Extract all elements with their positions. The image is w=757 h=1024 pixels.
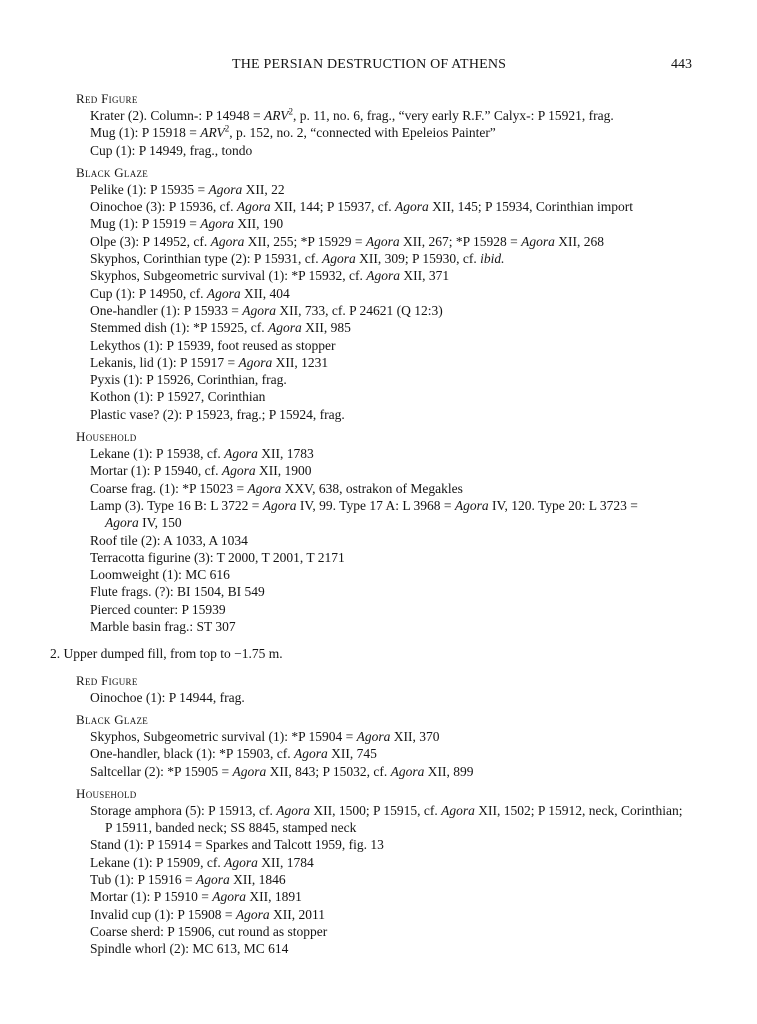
list-item: Mug (1): P 15919 = Agora XII, 190: [90, 216, 284, 232]
list-item: Plastic vase? (2): P 15923, frag.; P 15924, frag.: [90, 406, 345, 422]
list-item: Lekane (1): P 15909, cf. Agora XII, 1784: [90, 854, 314, 870]
catalogue-content: [50, 90, 700, 957]
list-item: Tub (1): P 15916 = Agora XII, 1846: [90, 871, 286, 887]
list-item: Cup (1): P 14950, cf. Agora XII, 404: [90, 285, 290, 301]
list-item: Stand (1): P 15914 = Sparkes and Talcott 1959, fig. 13: [90, 837, 384, 853]
list-item: Lekythos (1): P 15939, foot reused as stopper: [90, 337, 336, 353]
list-item: Oinochoe (1): P 14944, frag.: [90, 689, 245, 705]
list-item: Storage amphora (5): P 15913, cf. Agora XII, 1500; P 15915, cf. Agora XII, 1502; P 15912, neck, Corinthian;: [90, 802, 683, 818]
list-item: Invalid cup (1): P 15908 = Agora XII, 2011: [90, 906, 325, 922]
list-item: Coarse frag. (1): *P 15023 = Agora XXV, 638, ostrakon of Megakles: [90, 480, 463, 496]
list-item: Lamp (3). Type 16 B: L 3722 = Agora IV, 99. Type 17 A: L 3968 = Agora IV, 120. Type 20: L 3723 =: [90, 497, 638, 513]
list-item: Marble basin frag.: ST 307: [90, 619, 236, 635]
list-item: Skyphos, Subgeometric survival (1): *P 15904 = Agora XII, 370: [90, 728, 440, 744]
heading-household: Household: [76, 785, 137, 801]
list-item: Skyphos, Subgeometric survival (1): *P 15932, cf. Agora XII, 371: [90, 268, 450, 284]
list-item: Flute frags. (?): BI 1504, BI 549: [90, 584, 265, 600]
list-item: Spindle whorl (2): MC 613, MC 614: [90, 941, 289, 957]
list-item: Stemmed dish (1): *P 15925, cf. Agora XII, 985: [90, 320, 351, 336]
list-item: Lekane (1): P 15938, cf. Agora XII, 1783: [90, 446, 314, 462]
heading-household: Household: [76, 429, 137, 445]
list-item: Pierced counter: P 15939: [90, 601, 226, 617]
list-item: One-handler (1): P 15933 = Agora XII, 733, cf. P 24621 (Q 12:3): [90, 302, 443, 318]
list-item: Oinochoe (3): P 15936, cf. Agora XII, 144; P 15937, cf. Agora XII, 145; P 15934, Corinthian import: [90, 199, 633, 215]
list-item: One-handler, black (1): *P 15903, cf. Agora XII, 745: [90, 746, 377, 762]
list-item: Mortar (1): P 15940, cf. Agora XII, 1900: [90, 463, 312, 479]
list-item: Krater (2). Column-: P $14948 = ARV^2$, p. 11, no. 6, frag., “very early R.F.” Calyx-: P 15921, frag.: [90, 106, 614, 123]
list-item: Loomweight (1): MC 616: [90, 567, 230, 583]
section-title: 2. Upper dumped fill, from top to −1.75 m.: [50, 646, 283, 662]
list-item: Skyphos, Corinthian type (2): P 15931, cf. Agora XII, 309; P 15930, cf. ibid.: [90, 251, 505, 267]
list-item: Roof tile (2): A 1033, A 1034: [90, 532, 248, 548]
list-item-continuation: Agora IV, 150: [105, 515, 182, 531]
list-item: Saltcellar (2): *P 15905 = Agora XII, 843; P 15032, cf. Agora XII, 899: [90, 763, 474, 779]
list-item: Terracotta figurine (3): T 2000, T 2001, T 2171: [90, 549, 345, 565]
list-item: Lekanis, lid (1): P 15917 = Agora XII, 1231: [90, 354, 329, 370]
page-number: 443: [671, 57, 692, 72]
heading-black-glaze: Black Glaze: [76, 164, 149, 180]
list-item: Pelike (1): P 15935 = Agora XII, 22: [90, 181, 285, 197]
list-item: Mug (1): P $15918 = ARV^2$, p. 152, no. 2, “connected with Epeleios Painter”: [90, 123, 496, 141]
list-item: Olpe (3): P 14952, cf. Agora XII, 255; *P 15929 = Agora XII, 267; *P 15928 = Agora XII, 268: [90, 233, 604, 249]
list-item: Pyxis (1): P 15926, Corinthian, frag.: [90, 372, 287, 388]
heading-red-figure: Red Figure: [76, 91, 138, 106]
list-item: Kothon (1): P 15927, Corinthian: [90, 389, 266, 405]
heading-black-glaze: Black Glaze: [76, 711, 149, 727]
list-item: Mortar (1): P 15910 = Agora XII, 1891: [90, 889, 302, 905]
heading-red-figure: Red Figure: [76, 672, 138, 688]
list-item: Coarse sherd: P 15906, cut round as stopper: [90, 923, 328, 939]
list-item-continuation: P 15911, banded neck; SS 8845, stamped neck: [105, 820, 357, 836]
list-item: Cup (1): P 14949, frag., tondo: [90, 142, 253, 158]
running-header: [0, 57, 757, 77]
running-title: THE PERSIAN DESTRUCTION OF ATHENS: [232, 57, 507, 72]
